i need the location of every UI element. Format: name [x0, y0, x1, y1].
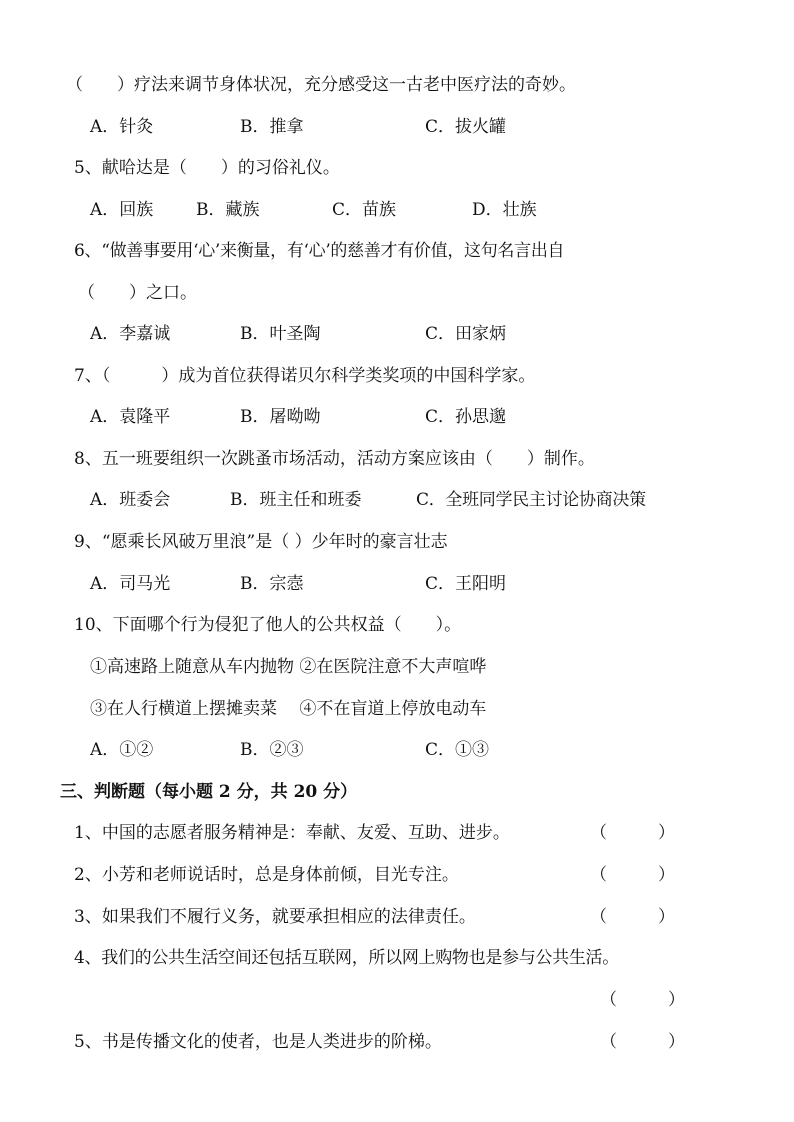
q5-option-c: C．苗族: [332, 200, 397, 220]
q8-option-c: C．全班同学民主讨论协商决策: [416, 490, 646, 510]
judge-item-5-text: 5、书是传播文化的使者，也是人类进步的阶梯。: [74, 1032, 442, 1052]
q4-option-c: C．拔火罐: [425, 117, 507, 137]
judge-item-3-blank[interactable]: （ ）: [590, 907, 675, 927]
q7-option-a: A．袁隆平: [90, 407, 171, 427]
q10-stem: 10、下面哪个行为侵犯了他人的公共权益（ ）。: [74, 615, 462, 635]
q6-stem-line1: 6、“做善事要用‘心’来衡量，有‘心’的慈善才有价值，这句名言出自: [74, 241, 565, 261]
q5-option-d: D．壮族: [472, 200, 537, 220]
q6-option-a: A．李嘉诚: [90, 324, 171, 344]
q5-option-b: B．藏族: [196, 200, 260, 220]
judge-item-1-blank[interactable]: （ ）: [590, 823, 675, 843]
section3-title: 三、判断题（每小题 2 分，共 20 分）: [60, 782, 358, 802]
q8-option-b: B．班主任和班委: [230, 490, 362, 510]
q10-items-line1: ①高速路上随意从车内抛物 ②在医院注意不大声喧哗: [90, 657, 487, 677]
q5-option-a: A．回族: [90, 200, 154, 220]
q6-option-b: B．叶圣陶: [240, 324, 321, 344]
q7-option-c: C．孙思邈: [425, 407, 507, 427]
q9-option-a: A．司马光: [90, 574, 171, 594]
q8-stem: 8、五一班要组织一次跳蚤市场活动，活动方案应该由（ ）制作。: [74, 449, 595, 469]
judge-item-1-text: 1、中国的志愿者服务精神是：奉献、友爱、互助、进步。: [74, 823, 510, 843]
q10-option-a: A．①②: [90, 740, 154, 760]
q10-option-b: B．②③: [240, 740, 304, 760]
q7-stem: 7、（ ）成为首位获得诺贝尔科学类奖项的中国科学家。: [74, 366, 536, 386]
q6-option-c: C．田家炳: [425, 324, 507, 344]
q5-stem: 5、献哈达是（ ）的习俗礼仪。: [74, 158, 340, 178]
judge-item-5-blank[interactable]: （ ）: [600, 1032, 685, 1052]
judge-item-3-text: 3、如果我们不履行义务，就要承担相应的法律责任。: [74, 907, 476, 927]
q9-option-c: C．王阳明: [425, 574, 507, 594]
q10-option-c: C．①③: [425, 740, 490, 760]
q4-stem-tail: （ ）疗法来调节身体状况，充分感受这一古老中医疗法的奇妙。: [66, 75, 576, 95]
q4-option-a: A．针灸: [90, 117, 154, 137]
q9-stem: 9、“愿乘长风破万里浪”是（ ）少年时的豪言壮志: [74, 532, 448, 552]
q8-option-a: A．班委会: [90, 490, 171, 510]
q6-stem-line2: （ ）之口。: [78, 283, 197, 303]
q4-option-b: B．推拿: [240, 117, 304, 137]
judge-item-4-text: 4、我们的公共生活空间还包括互联网，所以网上购物也是参与公共生活。: [74, 948, 619, 968]
q9-option-b: B．宗悫: [240, 574, 304, 594]
judge-item-4-blank[interactable]: （ ）: [600, 990, 685, 1010]
judge-item-2-text: 2、小芳和老师说话时，总是身体前倾，目光专注。: [74, 865, 459, 885]
judge-item-2-blank[interactable]: （ ）: [590, 865, 675, 885]
q7-option-b: B．屠呦呦: [240, 407, 321, 427]
q10-items-line2: ③在人行横道上摆摊卖菜 ④不在盲道上停放电动车: [90, 699, 487, 719]
